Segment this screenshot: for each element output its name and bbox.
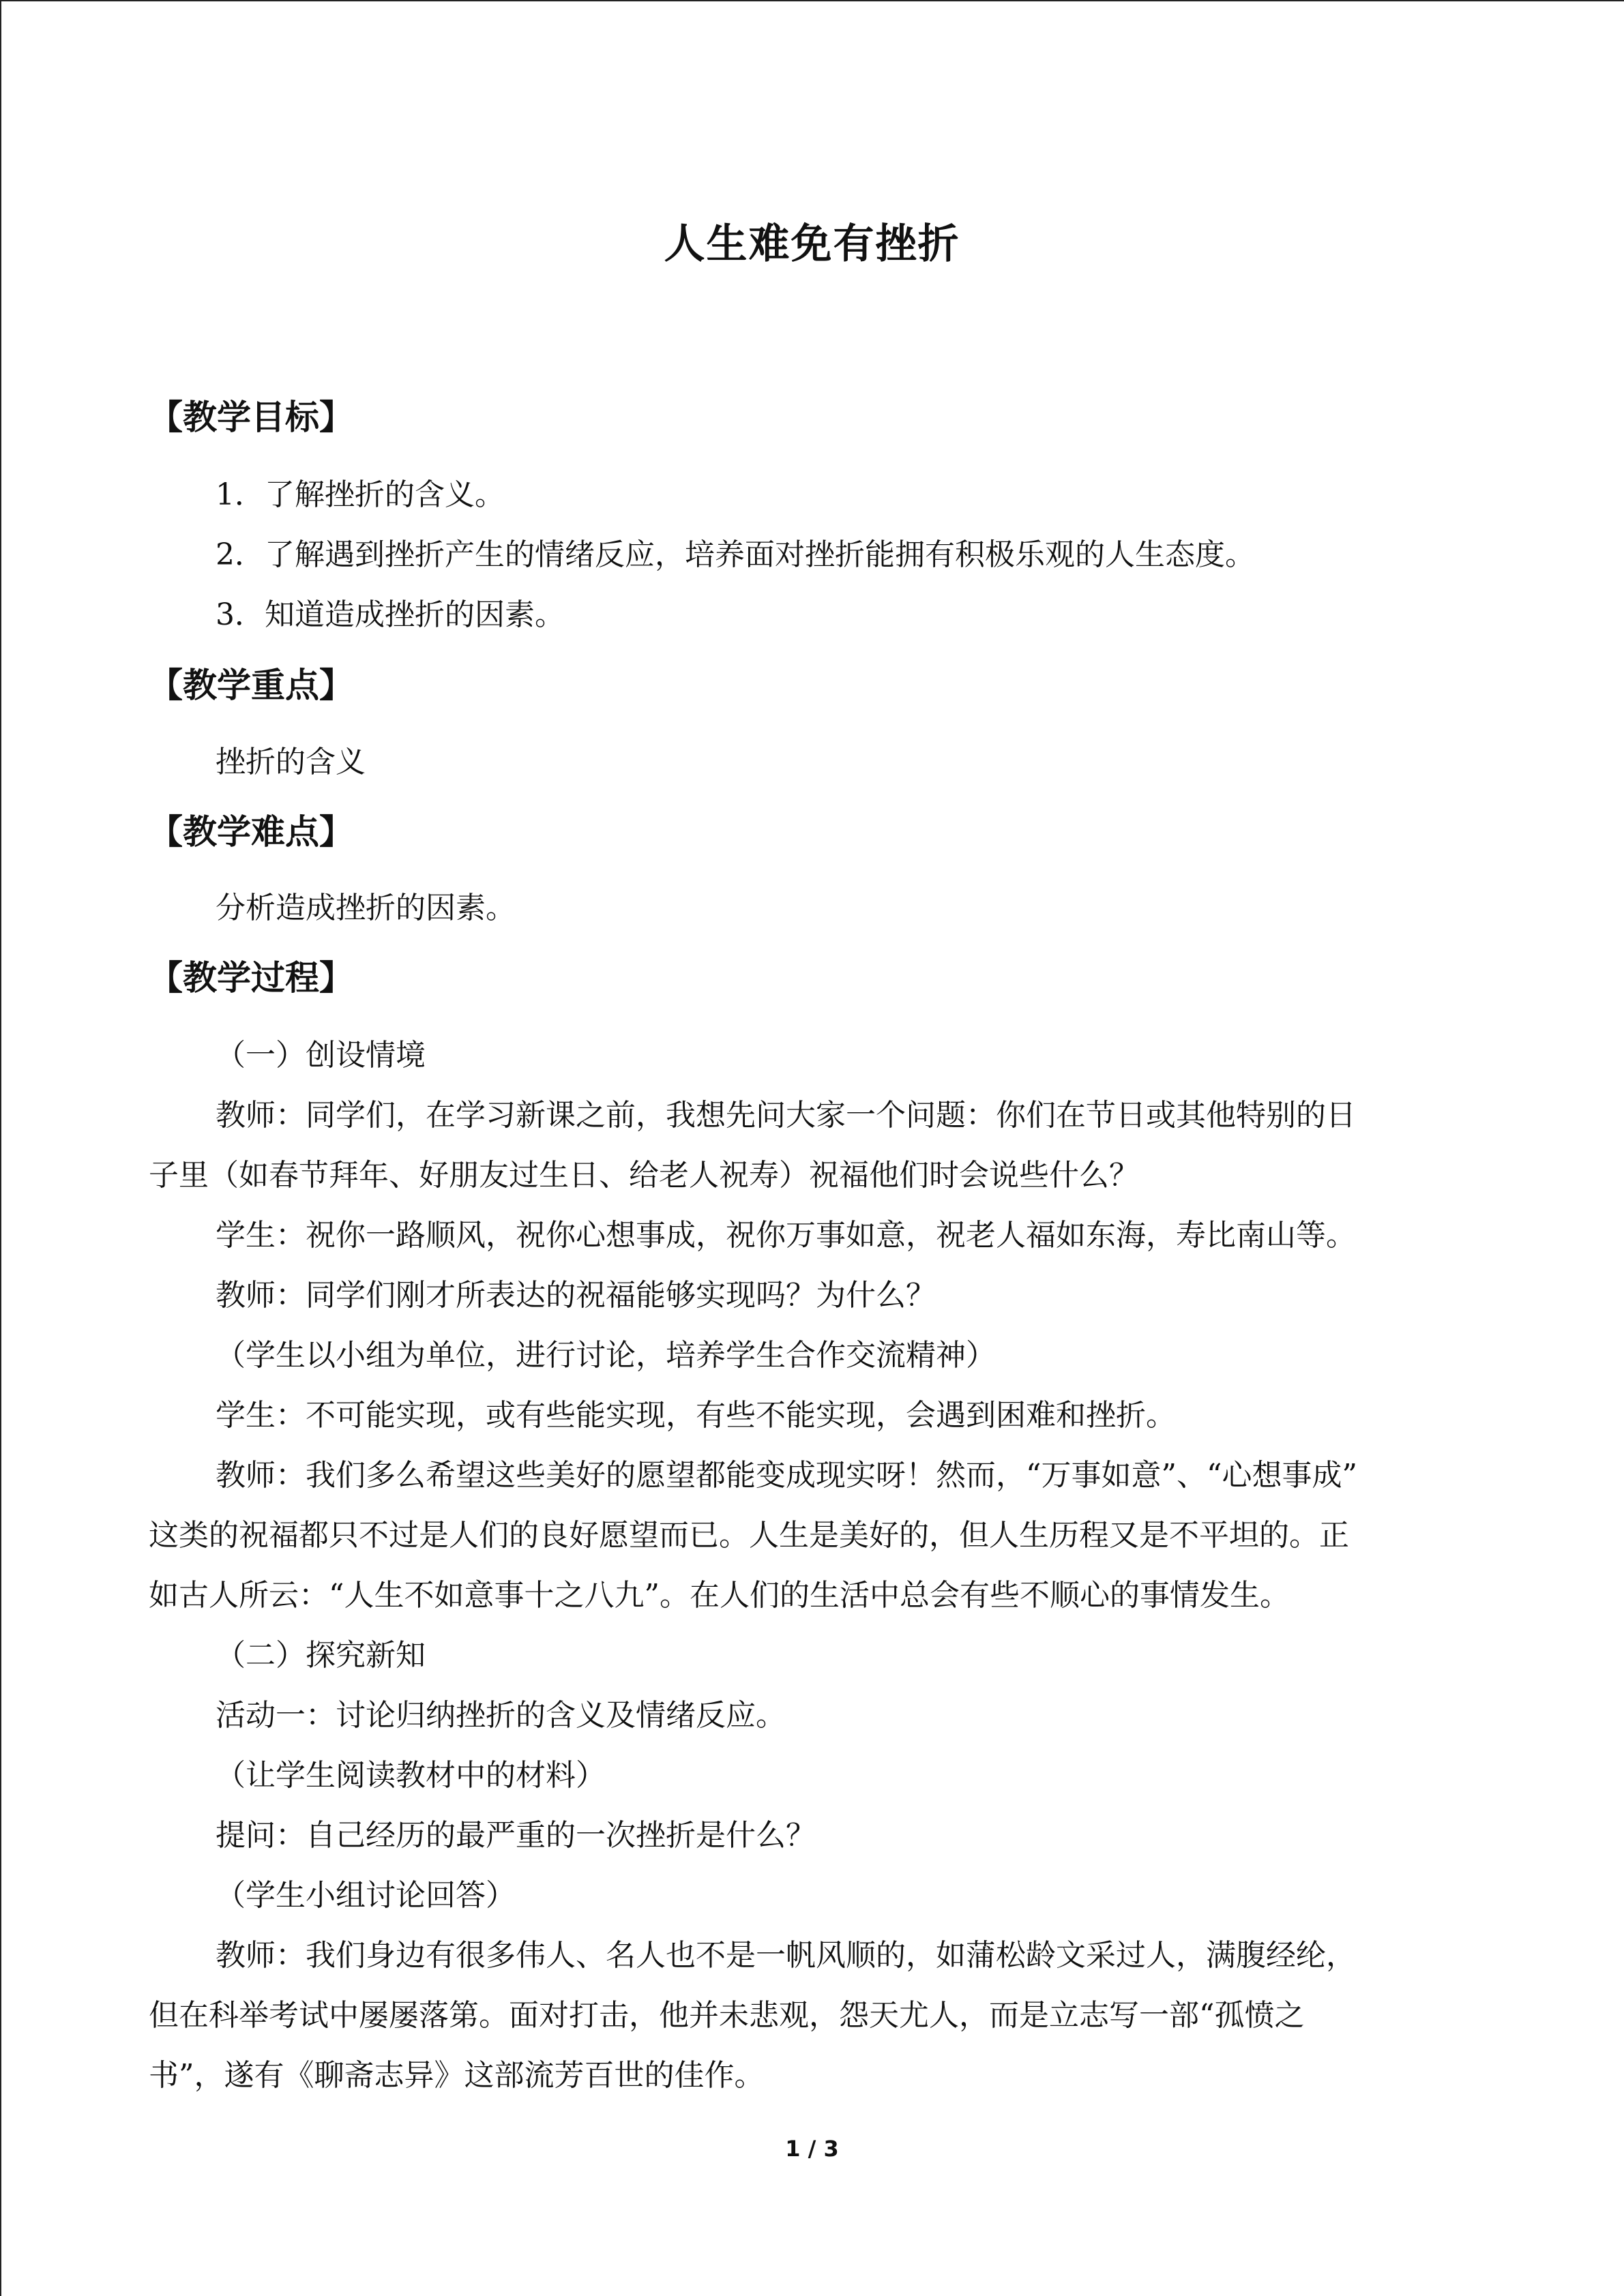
process-line: 教师：同学们，在学习新课之前，我想先问大家一个问题：你们在节日或其他特别的日 (216, 1098, 1356, 1133)
process-line: 学生：祝你一路顺风，祝你心想事成，祝你万事如意，祝老人福如东海，寿比南山等。 (216, 1218, 1356, 1253)
process-line: 书”，遂有《聊斋志异》这部流芳百世的佳作。 (149, 2058, 765, 2093)
difficulties-text: 分析造成挫折的因素。 (216, 891, 516, 925)
page-number: 1 / 3 (785, 2136, 839, 2162)
process-line: （让学生阅读教材中的材料） (216, 1758, 606, 1793)
heading-difficulties: 【教学难点】 (149, 812, 353, 852)
goal-item-1: 1．了解挫折的含义。 (216, 477, 505, 512)
goal-item-2: 2．了解遇到挫折产生的情绪反应，培养面对挫折能拥有积极乐观的人生态度。 (216, 537, 1255, 572)
heading-teaching-process: 【教学过程】 (149, 958, 353, 998)
goal-item-3: 3．知道造成挫折的因素。 (216, 597, 565, 632)
process-line: 这类的祝福都只不过是人们的良好愿望而已。人生是美好的，但人生历程又是不平坦的。正 (149, 1518, 1349, 1553)
process-line: （一）创设情境 (216, 1038, 426, 1073)
process-line: 如古人所云：“人生不如意事十之八九”。在人们的生活中总会有些不顺心的事情发生。 (149, 1578, 1290, 1613)
key-points-text: 挫折的含义 (216, 745, 366, 779)
heading-teaching-goals: 【教学目标】 (149, 398, 353, 437)
process-line: （学生小组讨论回答） (216, 1878, 516, 1913)
process-line: 学生：不可能实现，或有些能实现，有些不能实现，会遇到困难和挫折。 (216, 1398, 1176, 1433)
heading-key-points: 【教学重点】 (149, 666, 353, 705)
process-line: 教师：我们身边有很多伟人、名人也不是一帆风顺的，如蒲松龄文采过人，满腹经纶， (216, 1938, 1356, 1973)
process-line: （二）探究新知 (216, 1638, 426, 1673)
document-title: 人生难免有挫折 (664, 220, 960, 268)
process-line: 但在科举考试中屡屡落第。面对打击，他并未悲观，怨天尤人，而是立志写一部“孤愤之 (149, 1998, 1305, 2033)
process-line: 子里（如春节拜年、好朋友过生日、给老人祝寿）祝福他们时会说些什么？ (149, 1158, 1139, 1193)
process-line: （学生以小组为单位，进行讨论，培养学生合作交流精神） (216, 1338, 996, 1373)
process-line: 教师：我们多么希望这些美好的愿望都能变成现实呀！然而，“万事如意”、“心想事成” (216, 1458, 1357, 1493)
process-line: 活动一：讨论归纳挫折的含义及情绪反应。 (216, 1698, 786, 1733)
process-line: 教师：同学们刚才所表达的祝福能够实现吗？为什么？ (216, 1278, 936, 1313)
process-line: 提问：自己经历的最严重的一次挫折是什么？ (216, 1818, 816, 1853)
